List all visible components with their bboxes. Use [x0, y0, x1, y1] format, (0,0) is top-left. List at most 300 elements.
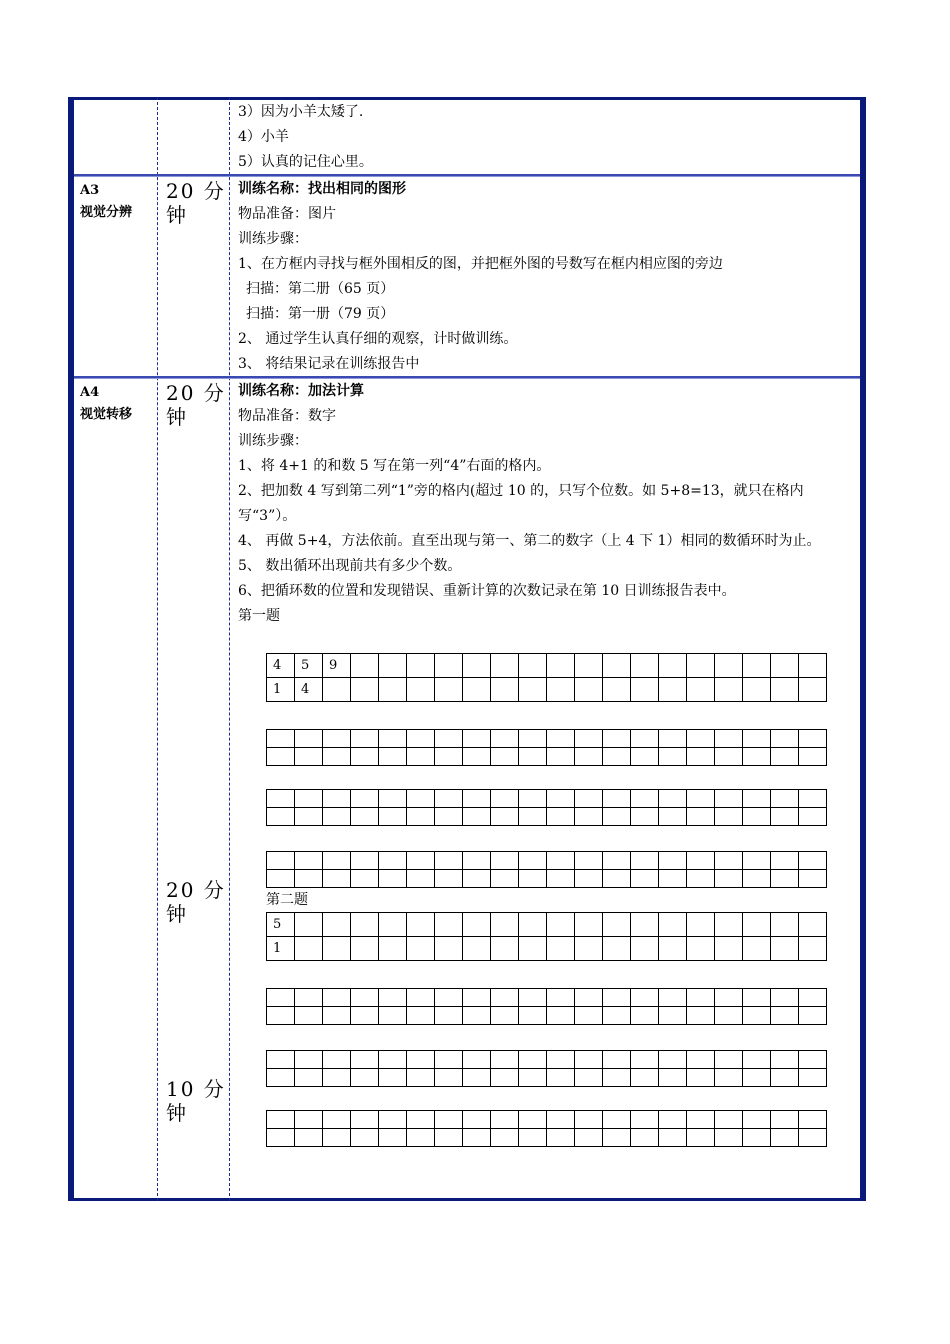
grid-cell: [575, 989, 603, 1007]
grid-cell: [799, 989, 827, 1007]
grid-cell: [519, 1129, 547, 1147]
grid-cell: [295, 913, 323, 937]
grid-cell: [407, 852, 435, 870]
grid-cell: [603, 937, 631, 961]
grid-cell: [407, 870, 435, 888]
grid-cell: [603, 1111, 631, 1129]
grid-cell: [435, 852, 463, 870]
grid-cell: [603, 748, 631, 766]
grid-cell: [687, 989, 715, 1007]
grid-cell: [295, 748, 323, 766]
grid-cell: [743, 748, 771, 766]
grid-cell: [575, 852, 603, 870]
grid-cell: [351, 1069, 379, 1087]
grid-cell: [659, 790, 687, 808]
grid-cell: [379, 808, 407, 826]
grid-cell: [351, 808, 379, 826]
grid-cell: [687, 1129, 715, 1147]
grid-cell: [547, 989, 575, 1007]
grid-cell: [547, 852, 575, 870]
grid-cell: [491, 870, 519, 888]
grid-cell: [799, 678, 827, 702]
grid-cell: [799, 748, 827, 766]
grid-cell: [603, 1051, 631, 1069]
grid-cell: [407, 937, 435, 961]
grid-cell: [351, 654, 379, 678]
grid-cell: [519, 852, 547, 870]
grid-cell: [491, 1069, 519, 1087]
grid-cell: [603, 870, 631, 888]
blank-grid: [266, 988, 827, 1025]
blank-grid: [266, 789, 827, 826]
grid-cell: [715, 870, 743, 888]
grid-cell: [575, 748, 603, 766]
grid-cell: [715, 1111, 743, 1129]
grid-cell: [351, 1111, 379, 1129]
grid-cell: [295, 989, 323, 1007]
grid-row: [267, 654, 827, 678]
grid-cell: [743, 1111, 771, 1129]
grid-cell: [267, 870, 295, 888]
grid-row: [267, 937, 827, 961]
grid-cell: [771, 989, 799, 1007]
row-name: 视觉转移: [80, 407, 133, 422]
grid-cell: [267, 790, 295, 808]
grid-cell: [547, 678, 575, 702]
grid-cell: [435, 808, 463, 826]
grid-cell: [295, 1129, 323, 1147]
grid-cell: [771, 654, 799, 678]
grid-cell: [771, 1069, 799, 1087]
continued-row-content: [238, 100, 856, 175]
grid-cell: [575, 678, 603, 702]
grid-cell: [631, 654, 659, 678]
column-divider-2: [229, 97, 230, 1201]
grid-cell: [603, 1007, 631, 1025]
grid-cell: [743, 852, 771, 870]
grid-cell: [519, 678, 547, 702]
step: 3、 将结果记录在训练报告中: [238, 356, 420, 372]
grid-cell: [799, 1069, 827, 1087]
grid-cell: [519, 654, 547, 678]
grid-cell: 1: [267, 937, 295, 961]
exercise-2-title: 第二题: [266, 892, 308, 908]
row-name: 视觉分辨: [80, 205, 133, 220]
grid-row: [267, 808, 827, 826]
grid-cell: [715, 989, 743, 1007]
grid-cell: [799, 913, 827, 937]
grid-cell: [575, 790, 603, 808]
grid-cell: [267, 1111, 295, 1129]
grid-cell: [799, 730, 827, 748]
grid-cell: [603, 730, 631, 748]
step: 扫描：第一册（79 页）: [246, 306, 395, 322]
grid-cell: [323, 852, 351, 870]
grid-cell: [407, 790, 435, 808]
grid-cell: [379, 1111, 407, 1129]
grid-cell: [743, 1069, 771, 1087]
grid-cell: [575, 1111, 603, 1129]
grid-cell: [631, 730, 659, 748]
grid-cell: [603, 654, 631, 678]
grid-cell: [267, 808, 295, 826]
grid-cell: [743, 678, 771, 702]
grid-cell: [631, 1051, 659, 1069]
grid-cell: 9: [323, 654, 351, 678]
grid-cell: [771, 870, 799, 888]
grid-cell: [519, 1007, 547, 1025]
table-bottom-border: [68, 1198, 866, 1201]
grid-cell: [687, 730, 715, 748]
grid-cell: [687, 808, 715, 826]
grid-cell: 5: [267, 913, 295, 937]
grid-cell: [631, 989, 659, 1007]
grid-cell: [351, 937, 379, 961]
grid-cell: [743, 808, 771, 826]
grid-cell: [463, 870, 491, 888]
grid-cell: [323, 1007, 351, 1025]
grid-cell: [799, 1111, 827, 1129]
grid-cell: [799, 790, 827, 808]
grid-cell: [631, 748, 659, 766]
grid-cell: [715, 1051, 743, 1069]
grid-cell: [351, 730, 379, 748]
grid-cell: [379, 1069, 407, 1087]
grid-cell: [631, 1069, 659, 1087]
row-label-a4: [80, 382, 132, 426]
grid-cell: [323, 748, 351, 766]
grid-cell: [267, 852, 295, 870]
grid-cell: [435, 1129, 463, 1147]
grid-cell: [435, 654, 463, 678]
grid-cell: [323, 1111, 351, 1129]
grid-cell: [519, 1069, 547, 1087]
step: 2、把加数 4 写到第二列“1”旁的格内(超过 10 的，只写个位数。如 5+8=13，就只在格内写“3”）。: [238, 483, 804, 524]
grid-cell: [379, 989, 407, 1007]
table-right-border: [860, 97, 866, 1201]
grid-cell: [295, 790, 323, 808]
grid-cell: 4: [295, 678, 323, 702]
blank-grid: [266, 1050, 827, 1087]
grid-cell: [491, 989, 519, 1007]
grid-cell: [519, 870, 547, 888]
grid-cell: [687, 748, 715, 766]
grid-cell: [687, 1111, 715, 1129]
grid-cell: [771, 1051, 799, 1069]
grid-cell: [463, 913, 491, 937]
grid-cell: [407, 730, 435, 748]
grid-cell: [799, 937, 827, 961]
step: 2、 通过学生认真仔细的观察，计时做训练。: [238, 331, 518, 347]
grid-cell: [715, 937, 743, 961]
grid-cell: [659, 678, 687, 702]
grid-cell: [407, 1007, 435, 1025]
duration-a4-3: 10 分钟: [166, 1077, 226, 1125]
grid-cell: [295, 870, 323, 888]
grid-cell: [687, 1007, 715, 1025]
grid-cell: [603, 852, 631, 870]
grid-cell: [659, 808, 687, 826]
grid-cell: [547, 913, 575, 937]
grid-cell: [687, 1051, 715, 1069]
column-divider-1: [157, 97, 158, 1201]
grid-row: [267, 870, 827, 888]
grid-cell: [379, 748, 407, 766]
grid-cell: [323, 913, 351, 937]
grid-cell: 4: [267, 654, 295, 678]
grid-cell: [687, 870, 715, 888]
grid-cell: [463, 790, 491, 808]
grid-cell: [715, 730, 743, 748]
blank-grid: [266, 1110, 827, 1147]
grid-cell: [547, 808, 575, 826]
list-item: 4）小羊: [238, 129, 289, 145]
table-left-border: [68, 97, 74, 1201]
step: 1、将 4+1 的和数 5 写在第一列“4”右面的格内。: [238, 458, 551, 474]
grid-cell: [267, 748, 295, 766]
grid-cell: [547, 1007, 575, 1025]
grid-cell: [379, 654, 407, 678]
grid-cell: [771, 748, 799, 766]
grid-cell: [715, 790, 743, 808]
grid-cell: [771, 1007, 799, 1025]
a3-content: [238, 177, 856, 377]
grid-cell: [491, 913, 519, 937]
grid-cell: [771, 1111, 799, 1129]
grid-cell: [407, 1111, 435, 1129]
grid-cell: [659, 937, 687, 961]
grid-row: [267, 1129, 827, 1147]
grid-cell: [407, 678, 435, 702]
grid-cell: [743, 937, 771, 961]
grid-cell: [351, 913, 379, 937]
grid-cell: [687, 852, 715, 870]
grid-cell: [659, 1051, 687, 1069]
grid-cell: [267, 1007, 295, 1025]
grid-cell: [771, 913, 799, 937]
grid-cell: [771, 790, 799, 808]
grid-cell: [491, 808, 519, 826]
grid-cell: [491, 1007, 519, 1025]
grid-cell: [323, 1069, 351, 1087]
grid-cell: [295, 1051, 323, 1069]
grid-cell: [547, 748, 575, 766]
grid-cell: [547, 1111, 575, 1129]
grid-cell: [519, 937, 547, 961]
grid-cell: [715, 1007, 743, 1025]
grid-cell: [407, 748, 435, 766]
grid-row: [267, 852, 827, 870]
grid-cell: [435, 870, 463, 888]
grid-cell: [491, 790, 519, 808]
grid-cell: [435, 913, 463, 937]
grid-cell: [519, 790, 547, 808]
grid-cell: [463, 852, 491, 870]
duration-a3: 20 分钟: [166, 179, 226, 227]
grid-cell: [743, 870, 771, 888]
grid-cell: [323, 937, 351, 961]
grid-cell: [267, 1051, 295, 1069]
grid-cell: [351, 1129, 379, 1147]
grid-cell: [771, 1129, 799, 1147]
grid-cell: [715, 913, 743, 937]
grid-cell: [323, 1129, 351, 1147]
grid-cell: [631, 852, 659, 870]
grid-cell: [491, 1051, 519, 1069]
grid-cell: [771, 937, 799, 961]
grid-cell: [407, 808, 435, 826]
grid-cell: [659, 852, 687, 870]
grid-cell: [323, 870, 351, 888]
grid-cell: [267, 1129, 295, 1147]
grid-cell: [379, 678, 407, 702]
grid-cell: [547, 937, 575, 961]
grid-cell: [379, 1129, 407, 1147]
grid-row: [267, 748, 827, 766]
grid-cell: [715, 748, 743, 766]
grid-cell: [435, 1051, 463, 1069]
row-code: A3: [80, 183, 100, 198]
grid-cell: [267, 1069, 295, 1087]
training-table: [68, 97, 866, 1201]
grid-cell: [407, 1129, 435, 1147]
grid-cell: [631, 913, 659, 937]
grid-cell: [603, 790, 631, 808]
grid-cell: [631, 870, 659, 888]
grid-cell: [379, 790, 407, 808]
grid-cell: [659, 870, 687, 888]
grid-cell: [743, 730, 771, 748]
exercise-2-grid: [266, 912, 827, 961]
exercise-1-title: 第一题: [238, 608, 280, 624]
grid-cell: [575, 1007, 603, 1025]
grid-cell: [295, 730, 323, 748]
grid-cell: [715, 852, 743, 870]
grid-cell: [771, 808, 799, 826]
grid-cell: [463, 654, 491, 678]
grid-cell: [463, 1069, 491, 1087]
grid-cell: [603, 1069, 631, 1087]
grid-cell: [743, 913, 771, 937]
grid-row: [267, 989, 827, 1007]
grid-cell: [407, 1069, 435, 1087]
grid-cell: [519, 808, 547, 826]
grid-row: [267, 1051, 827, 1069]
grid-cell: [351, 678, 379, 702]
grid-cell: [575, 1069, 603, 1087]
grid-row: [267, 790, 827, 808]
duration-a4-1: 20 分钟: [166, 381, 226, 429]
step: 4、 再做 5+4，方法依前。直至出现与第一、第二的数字（上 4 下 1）相同的数循环时为止。: [238, 533, 821, 549]
grid-cell: [659, 748, 687, 766]
grid-cell: [379, 937, 407, 961]
grid-cell: [603, 989, 631, 1007]
grid-cell: [575, 870, 603, 888]
steps-label: 训练步骤：: [238, 231, 308, 247]
grid-cell: [743, 1051, 771, 1069]
grid-cell: [379, 913, 407, 937]
grid-cell: [659, 913, 687, 937]
grid-cell: [519, 748, 547, 766]
grid-cell: [659, 1111, 687, 1129]
step: 5、 数出循环出现前共有多少个数。: [238, 558, 462, 574]
grid-cell: [519, 1051, 547, 1069]
grid-row: [267, 1007, 827, 1025]
grid-cell: [659, 1007, 687, 1025]
grid-cell: [463, 730, 491, 748]
duration-a4-2: 20 分钟: [166, 878, 226, 926]
grid-cell: [547, 870, 575, 888]
grid-cell: [407, 654, 435, 678]
grid-cell: [295, 808, 323, 826]
grid-cell: [323, 989, 351, 1007]
grid-cell: [659, 989, 687, 1007]
steps-label: 训练步骤：: [238, 433, 308, 449]
grid-cell: [295, 1069, 323, 1087]
grid-cell: [323, 1051, 351, 1069]
grid-cell: [715, 1069, 743, 1087]
grid-cell: [435, 790, 463, 808]
grid-cell: [351, 1051, 379, 1069]
grid-cell: [407, 913, 435, 937]
grid-cell: [435, 730, 463, 748]
grid-cell: [379, 852, 407, 870]
grid-cell: [463, 1111, 491, 1129]
grid-cell: [687, 1069, 715, 1087]
grid-cell: [687, 937, 715, 961]
grid-cell: [715, 1129, 743, 1147]
grid-cell: [603, 808, 631, 826]
grid-cell: [519, 1111, 547, 1129]
grid-cell: [603, 1129, 631, 1147]
blank-grid: [266, 729, 827, 766]
training-title: 训练名称：加法计算: [238, 383, 364, 399]
grid-cell: [771, 730, 799, 748]
grid-cell: [491, 852, 519, 870]
grid-cell: [435, 678, 463, 702]
grid-cell: [351, 852, 379, 870]
grid-cell: [435, 937, 463, 961]
grid-cell: [519, 730, 547, 748]
grid-cell: [463, 1129, 491, 1147]
grid-cell: [631, 790, 659, 808]
grid-cell: [547, 790, 575, 808]
grid-cell: [631, 937, 659, 961]
grid-row: [267, 1111, 827, 1129]
grid-cell: [687, 790, 715, 808]
grid-cell: [575, 913, 603, 937]
grid-cell: [547, 1051, 575, 1069]
grid-cell: [463, 1051, 491, 1069]
grid-cell: [351, 748, 379, 766]
grid-cell: [491, 1129, 519, 1147]
grid-cell: [715, 654, 743, 678]
grid-cell: [323, 730, 351, 748]
grid-cell: [407, 1051, 435, 1069]
grid-cell: [575, 654, 603, 678]
step: 1、在方框内寻找与框外围相反的图，并把框外图的号数写在框内相应图的旁边: [238, 256, 723, 272]
materials: 物品准备：图片: [238, 206, 336, 222]
grid-cell: [323, 678, 351, 702]
grid-cell: [603, 913, 631, 937]
grid-cell: [491, 748, 519, 766]
list-item: 5）认真的记住心里。: [238, 154, 373, 170]
grid-cell: 5: [295, 654, 323, 678]
grid-cell: [687, 678, 715, 702]
grid-cell: [603, 678, 631, 702]
grid-cell: [379, 1051, 407, 1069]
grid-cell: [295, 937, 323, 961]
